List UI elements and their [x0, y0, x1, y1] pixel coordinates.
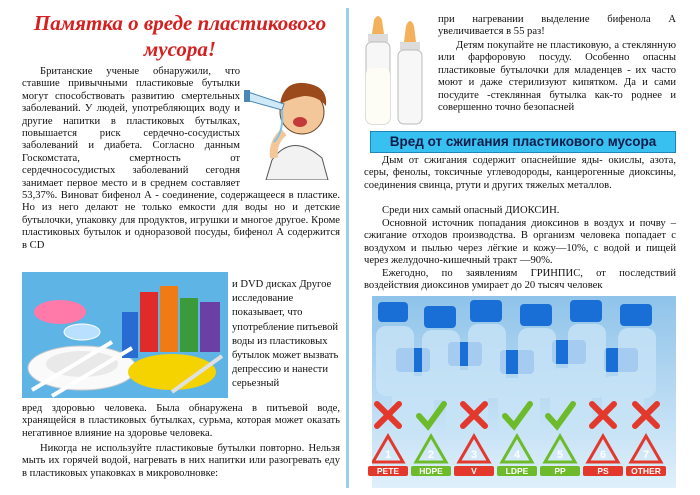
recycling-number: 7: [642, 449, 650, 461]
smoke-toxins-text: Дым от сжигания содержит опаснейшие яды- окислы, азота, серы, фенолы, токсичные углеводороды, канцерогенные диоксины, соединения свинца, ртути и других тяжелых металлов.: [364, 155, 676, 191]
baby-bottles-illustration: [360, 12, 430, 128]
intro-text: Британские ученые обнаружили, что ставшие привычными пластиковые бутылки могут способствовать развитию смертельных заболеваний. У людей, употребляющих воду и другие напитки в пластиковых бутылках, повышается риск сердечно-сосудистых заболеваний и диабета. Согласно данным Госкомстата, смертность от сердечнососудистых заболеваний сегодня занимает первое место и в среднем составляет 53,37%. Виноват бифенол А - соединение, содержащееся в пластике. Но из него делают не только емкости для воды но и детские бутылочки, упаковку для продуктов, игрушки и многое другое. Кроме пластиковых бутылок и одноразовой посуды, бифенол А содержится в CD: [22, 66, 340, 251]
recycling-number: 3: [470, 449, 478, 461]
plastic-bottles-photo: [372, 296, 676, 488]
recycling-number: 4: [513, 449, 521, 461]
recycling-code-label: PP: [540, 466, 580, 476]
disposable-tableware-photo: [22, 272, 228, 398]
column-divider: [346, 8, 349, 488]
recycling-number: 6: [599, 449, 607, 461]
children-advice-text: Детям покупайте не пластиковую, а стеклянную или фарфоровую посуду. Особенно опасны пластиковые бутылочки для младенцев - их часто моют и даже стерилизуют кипятком. Да и сами посудите -стеклянная бутылка как-то роднее и совершенно точно безопасней: [438, 40, 676, 114]
recycling-code-label: LDPE: [497, 466, 537, 476]
antimony-text: вред здоровью человека. Была обнаружена в питьевой воде, хранящейся в пластиковых бутылках, сурьма, которая может оказать негативное влияние на здоровье человека.: [22, 403, 340, 439]
recycling-code-label: OTHER: [626, 466, 666, 476]
recycling-number: 2: [427, 449, 435, 461]
recycling-number: 1: [384, 449, 392, 461]
recycling-number: 5: [556, 449, 564, 461]
recycling-code-label: V: [454, 466, 494, 476]
dioxin-source-text: Основной источник попадания диоксинов в воздух и почву – сжигание отходов производства. В организм человека попадает с воздухом и пылью через лёгкие и кожу—10%, с водой и пищей через желудочно-кишечный тракт —90%.: [364, 218, 676, 267]
recycling-code-label: PETE: [368, 466, 408, 476]
recycling-code-label: PS: [583, 466, 623, 476]
drinking-boy-illustration: [244, 62, 342, 180]
burning-section-banner: Вред от сжигания пластикового мусора: [370, 131, 676, 153]
side-text: и DVD дисках Другое исследование показывает, что употребление питьевой воды из пластиковых бутылок может вызвать депрессию и нанести серьезный: [232, 279, 339, 390]
recycling-code-label: HDPE: [411, 466, 451, 476]
dioxin-heading: Среди них самый опасный ДИОКСИН.: [382, 205, 560, 216]
reuse-warning-text: Никогда не используйте пластиковые бутылки повторно. Нельзя мыть их горячей водой, нагревать в них напитки или разогревать еду в пластиковых упаковках в микроволновке:: [22, 443, 340, 479]
heating-warning-text: при нагревании выделение бифенола А увеличивается в 55 раз!: [438, 14, 676, 38]
greenpeace-text: Ежегодно, по заявлениям ГРИНПИС, от последствий воздействия диоксинов умирает до 20 тысяч человек: [364, 268, 676, 292]
leaflet-title: Памятка о вреде пластикового мусора!: [33, 11, 327, 61]
